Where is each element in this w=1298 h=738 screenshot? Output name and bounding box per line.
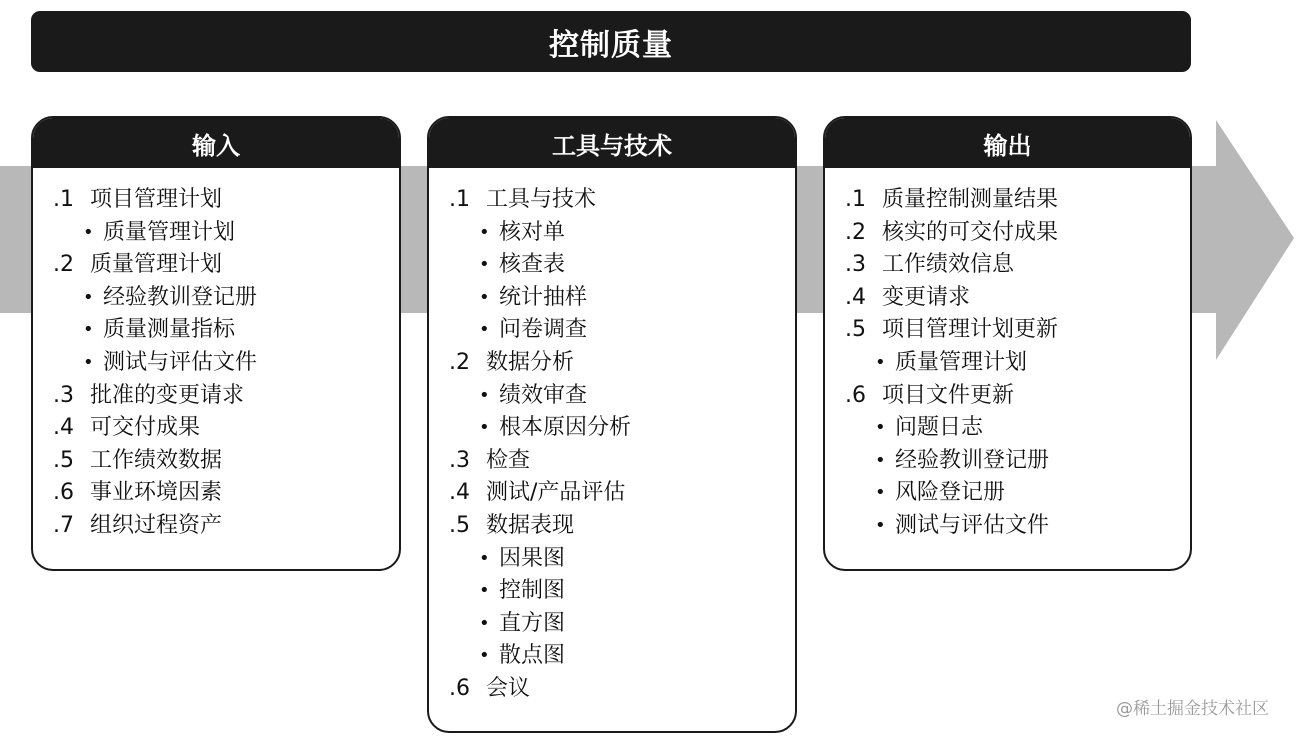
- inputs-panel-header: 输入: [33, 118, 399, 168]
- inputs-item: [33, 445, 399, 478]
- outputs-subitem-label: 风险登记册: [895, 480, 1006, 506]
- tools-subitem: [429, 249, 795, 282]
- tools-item-number: .6: [449, 675, 470, 701]
- bullet-icon: •: [875, 417, 886, 439]
- tools-item: [429, 673, 795, 706]
- inputs-item: [33, 184, 399, 217]
- inputs-subitem-label: 质量管理计划: [103, 219, 236, 245]
- tools-item-number: .4: [449, 480, 470, 506]
- inputs-subitem: [33, 347, 399, 380]
- outputs-item: [825, 249, 1190, 282]
- outputs-item: [825, 184, 1190, 217]
- inputs-item: [33, 412, 399, 445]
- tools-subitem-label: 根本原因分析: [499, 415, 632, 441]
- bullet-icon: •: [875, 482, 886, 504]
- inputs-item-number: .4: [53, 415, 74, 441]
- tools-item: [429, 445, 795, 478]
- inputs-item-number: .3: [53, 382, 74, 408]
- tools-subitem-label: 散点图: [499, 643, 566, 669]
- tools-item-number: .5: [449, 512, 470, 538]
- bullet-icon: •: [83, 319, 94, 341]
- inputs-item: [33, 249, 399, 282]
- tools-subitem-label: 统计抽样: [499, 284, 588, 310]
- inputs-subitem: [33, 314, 399, 347]
- tools-subitem: [429, 412, 795, 445]
- inputs-list: [33, 168, 399, 543]
- title-bar: [31, 11, 1191, 72]
- inputs-panel: [31, 116, 401, 571]
- outputs-item-label: 质量控制测量结果: [882, 187, 1059, 212]
- tools-subitem: [429, 217, 795, 250]
- inputs-item: [33, 380, 399, 413]
- outputs-item-number: .4: [845, 284, 866, 310]
- tools-subitem: [429, 608, 795, 641]
- outputs-subitem-label: 质量管理计划: [895, 349, 1028, 375]
- bullet-icon: •: [83, 286, 94, 308]
- outputs-panel: [823, 116, 1192, 571]
- page-title: 控制质量: [549, 27, 673, 63]
- inputs-subitem-label: 经验教训登记册: [103, 284, 258, 310]
- tools-item-label: 检查: [486, 447, 531, 473]
- tools-panel: [427, 116, 797, 733]
- tools-subitem: [429, 575, 795, 608]
- tools-item-number: .1: [449, 187, 470, 212]
- bullet-icon: •: [479, 254, 490, 276]
- inputs-item: [33, 477, 399, 510]
- tools-item: [429, 347, 795, 380]
- bullet-icon: •: [479, 612, 490, 634]
- bullet-icon: •: [83, 221, 94, 243]
- inputs-item-label: 质量管理计划: [90, 252, 223, 278]
- inputs-item-number: .7: [53, 512, 74, 538]
- tools-item: [429, 477, 795, 510]
- tools-subitem-label: 直方图: [499, 610, 566, 636]
- inputs-item-label: 可交付成果: [90, 415, 201, 441]
- tools-subitem: [429, 314, 795, 347]
- bullet-icon: •: [479, 286, 490, 308]
- outputs-subitem: [825, 445, 1190, 478]
- outputs-subitem: [825, 347, 1190, 380]
- outputs-item-number: .5: [845, 317, 866, 343]
- inputs-item-number: .1: [53, 187, 74, 212]
- tools-panel-header: 工具与技术: [429, 118, 795, 168]
- tools-item-label: 会议: [486, 675, 531, 701]
- tools-item-label: 数据分析: [486, 349, 575, 375]
- outputs-item: [825, 282, 1190, 315]
- outputs-subitem-label: 问题日志: [895, 415, 984, 441]
- outputs-item: [825, 314, 1190, 347]
- outputs-list: [825, 168, 1190, 543]
- outputs-item-label: 项目文件更新: [882, 382, 1015, 408]
- tools-subitem-label: 绩效审查: [499, 382, 588, 408]
- tools-subitem-label: 问卷调查: [499, 317, 588, 343]
- bullet-icon: •: [83, 351, 94, 373]
- tools-item-label: 数据表现: [486, 512, 575, 538]
- inputs-item-label: 批准的变更请求: [90, 382, 245, 408]
- inputs-subitem: [33, 282, 399, 315]
- tools-subitem: [429, 640, 795, 673]
- tools-subitem-label: 核对单: [499, 219, 566, 245]
- bullet-icon: •: [479, 645, 490, 667]
- tools-subitem-label: 控制图: [499, 578, 566, 604]
- outputs-subitem: [825, 412, 1190, 445]
- bullet-icon: •: [479, 417, 490, 439]
- tools-subitem-label: 因果图: [499, 545, 566, 571]
- outputs-item-number: .2: [845, 219, 866, 245]
- tools-item-number: .2: [449, 349, 470, 375]
- bullet-icon: •: [479, 547, 490, 569]
- inputs-item-number: .5: [53, 447, 74, 473]
- tools-item: [429, 510, 795, 543]
- inputs-item-label: 工作绩效数据: [90, 447, 223, 473]
- inputs-item-label: 项目管理计划: [90, 187, 223, 212]
- inputs-subitem: [33, 217, 399, 250]
- bullet-icon: •: [479, 319, 490, 341]
- bullet-icon: •: [479, 221, 490, 243]
- outputs-subitem-label: 经验教训登记册: [895, 447, 1050, 473]
- tools-list: [429, 168, 795, 706]
- bullet-icon: •: [479, 580, 490, 602]
- outputs-item-label: 项目管理计划更新: [882, 317, 1059, 343]
- outputs-subitem: [825, 510, 1190, 543]
- inputs-subitem-label: 质量测量指标: [103, 317, 236, 343]
- inputs-item: [33, 510, 399, 543]
- tools-subitem: [429, 282, 795, 315]
- tools-item-number: .3: [449, 447, 470, 473]
- bullet-icon: •: [875, 449, 886, 471]
- tools-item-label: 测试/产品评估: [486, 480, 626, 506]
- tools-subitem: [429, 380, 795, 413]
- outputs-item: [825, 380, 1190, 413]
- outputs-panel-header: 输出: [825, 118, 1190, 168]
- outputs-subitem: [825, 477, 1190, 510]
- outputs-subitem-label: 测试与评估文件: [895, 512, 1050, 538]
- inputs-subitem-label: 测试与评估文件: [103, 349, 258, 375]
- outputs-item-label: 变更请求: [882, 284, 971, 310]
- inputs-item-number: .2: [53, 252, 74, 278]
- outputs-item: [825, 217, 1190, 250]
- tools-subitem-label: 核查表: [499, 252, 566, 278]
- bullet-icon: •: [875, 514, 886, 536]
- bullet-icon: •: [479, 384, 490, 406]
- watermark: @稀土掘金技术社区: [1116, 699, 1269, 719]
- tools-subitem: [429, 543, 795, 576]
- inputs-item-number: .6: [53, 480, 74, 506]
- outputs-item-label: 工作绩效信息: [882, 252, 1015, 278]
- tools-item: [429, 184, 795, 217]
- tools-item-label: 工具与技术: [486, 187, 597, 212]
- outputs-item-number: .1: [845, 187, 866, 212]
- inputs-item-label: 事业环境因素: [90, 480, 223, 506]
- inputs-item-label: 组织过程资产: [90, 512, 223, 538]
- outputs-item-number: .6: [845, 382, 866, 408]
- bullet-icon: •: [875, 351, 886, 373]
- outputs-item-label: 核实的可交付成果: [882, 219, 1059, 245]
- outputs-item-number: .3: [845, 252, 866, 278]
